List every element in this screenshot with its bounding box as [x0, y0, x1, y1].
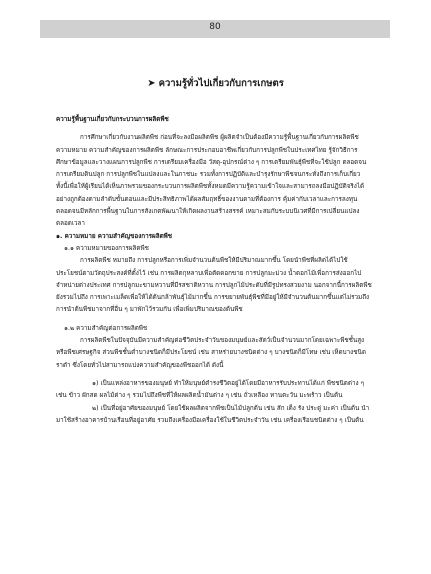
arrow-bullet-icon: ➤	[147, 78, 156, 89]
subsection-1-title: ๑. ความหมาย ความสำคัญของการผลิตพืช	[56, 232, 173, 240]
section-title: ความรู้พื้นฐานเกี่ยวกับกระบวนการผลิตพืช	[56, 116, 169, 123]
list-item-2: ๒) เป็นที่อยู่อาศัยของมนุษย์ โดยใช้ผลผลิตจากพืชเป็นไม้ปลูกต้น เช่น สัก เต็ง รัง ประดู่ มะค่า เป็นต้น นำมาใช้สร้างอาคารบ้านเรือนที่อยู่อาศัย รวมถึงเครื่องมือเครื่องใช้ในชีวิตประจำวัน เช่น เครื่องเรือนชนิดต่าง ๆ เป็นต้น	[56, 404, 370, 424]
page-header-bar	[40, 20, 390, 38]
subsection-1-2-title: ๑.๒ ความสำคัญต่อการผลิตพืช	[64, 324, 148, 332]
chapter-title-text: ความรู้ทั่วไปเกี่ยวกับการเกษตร	[158, 78, 284, 89]
intro-paragraph: การศึกษาเกี่ยวกับงานผลิตพืช ก่อนที่จะลงมือผลิตพืช ผู้ผลิตจำเป็นต้องมีความรู้พื้นฐานเกี่ยวกับการผลิตพืช ความหมาย ความสำคัญของการผลิตพืช ลักษณะการประกอบอาชีพเกี่ยวกับการปลูกพืชในประเทศไทย รู้จักวิธีการศึกษาข้อมูลและวางแผนการปลูกพืช การเตรียมเครื่องมือ วัสดุ-อุปกรณ์ต่าง ๆ การเตรียมพันธุ์พืชที่จะใช้ปลูก ตลอดจนการเตรียมดินปลูก การปลูกพืชในแปลงและในภาชนะ รวมทั้งการปฏิบัติและบำรุงรักษาพืชจนกระทั่งถึงการเก็บเกี่ยว ทั้งนี้เพื่อให้ผู้เรียนได้เห็นภาพรวมของกระบวนการผลิตพืชทั้งหมดมีความรู้ความเข้าใจและสามารถลงมือปฏิบัติจริงได้อย่างถูกต้องตามลำดับขั้นตอนและมีประสิทธิภาพได้ผลสัมฤทธิ์ของงานตามที่ต้องการ คุ้มค่ากับเวลาและการลงทุน ตลอดจนมีหลักการพื้นฐานในการสังเกตพัฒนาให้เกิดผลงานสร้างสรรค์ เหมาะสมกับระบบนิเวศที่มีการเปลี่ยนแปลงตลอดเวลา	[56, 134, 367, 228]
subsection-1-2-paragraph: การผลิตพืชในปัจจุบันมีความสำคัญต่อชีวิตประจำวันของมนุษย์และสัตว์เป็นจำนวนมากโดยเฉพาะพืชชั้นสูงหรือพืชเศรษฐกิจ ส่วนพืชชั้นต่ำบางชนิดก็มีประโยชน์ เช่น สาหร่ายบางชนิดต่าง ๆ บางชนิดก็มีโทษ เช่น เห็ดบางชนิด ราดำ ซึ่งโดยทั่วไปสามารถแบ่งความสำคัญของพืชออกได้ ดังนี้	[56, 337, 366, 369]
subsection-1-1-paragraph: การผลิตพืช หมายถึง การปลูกหรือการเพิ่มจำนวนต้นพืชให้มีปริมาณมากขึ้น โดยนำพืชที่ผลิตได้ไปใช้ประโยชน์ตามวัตถุประสงค์ที่ตั้งไว้ เช่น การผลิตกุหลาบเพื่อตัดดอกขาย การปลูกมะม่วง น้ำดอกไม้เพื่อการส่งออกไปจำหน่ายต่างประเทศ การปลูกมะขามหวานที่มีรสชาติหวาน การปลูกไม้ประดับที่มีรูปทรงสวยงาม นอกจากนี้การผลิตพืชยังรวมไปถึง การเพาะเมล็ดเพื่อให้ได้ต้นกล้าพันธุ์ไม้มากขึ้น การขยายพันธุ์พืชที่มีอยู่ให้มีจำนวนต้นมากขึ้นแต่ไม่รวมถึงการนำต้นพืชมาจากที่อื่น ๆ มาพักไว้รวมกัน เพื่อเพิ่มปริมาณของต้นพืช	[56, 257, 372, 314]
list-item-1: ๑) เป็นแหล่งอาหารของมนุษย์ ทำให้มนุษย์ดำรงชีวิตอยู่ได้โดยมีอาหารรับประทานได้แก่ พืชชนิดต่าง ๆ เช่น ข้าว ผักสด ผลไม้ต่าง ๆ รวมไปถึงพืชที่ให้ผลผลิตน้ำมันต่าง ๆ เช่น ถั่วเหลือง ทานตะวัน มะพร้าว เป็นต้น	[56, 379, 364, 400]
chapter-title	[0, 76, 431, 91]
document-body	[56, 114, 372, 427]
subsection-1-1-title: ๑.๑ ความหมายของการผลิตพืช	[64, 244, 149, 252]
page-number: 80	[209, 22, 221, 32]
